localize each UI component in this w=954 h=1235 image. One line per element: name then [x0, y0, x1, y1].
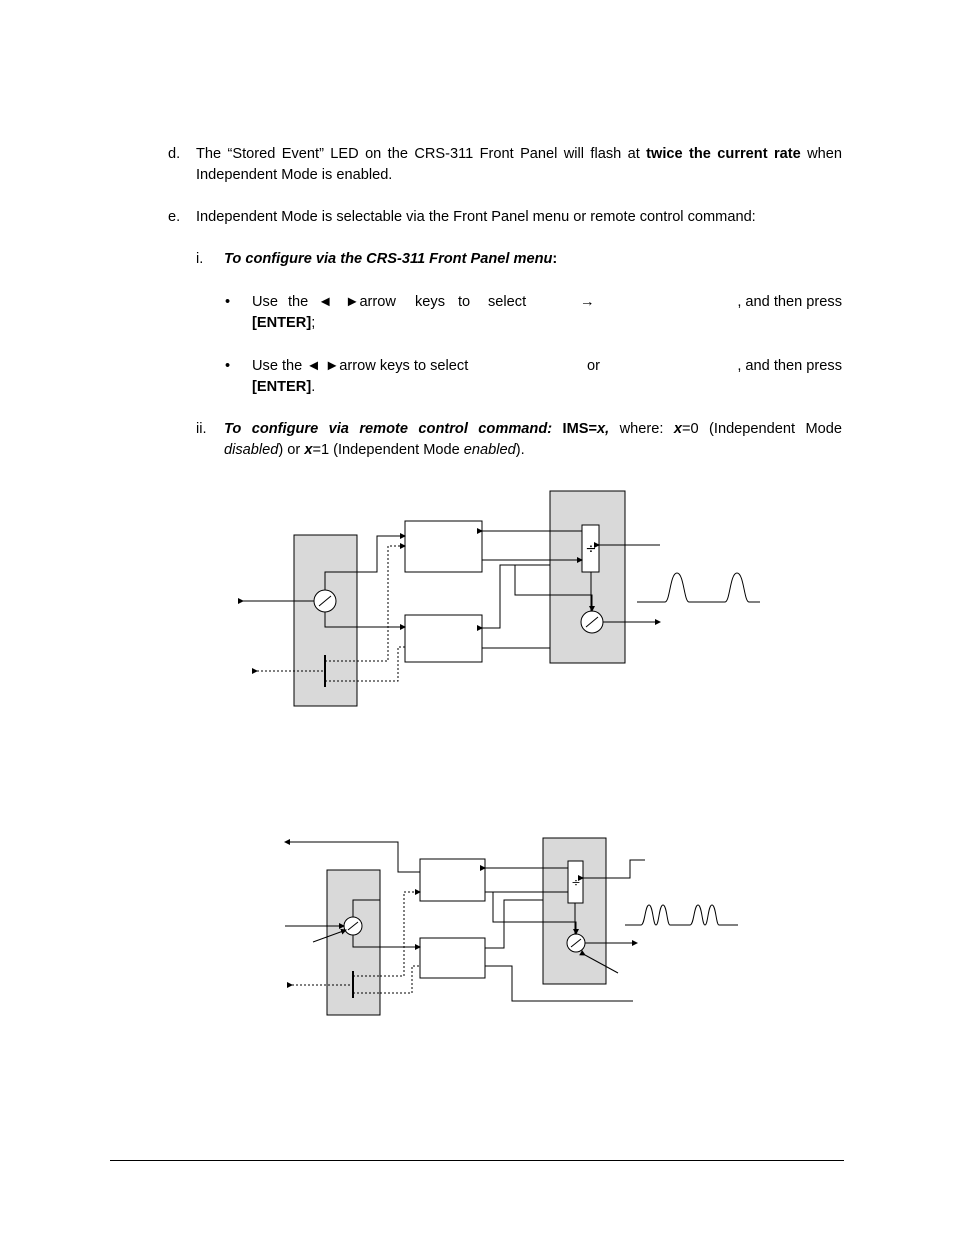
item-i-label: i. [196, 251, 204, 267]
lower-center-box-2 [420, 938, 485, 978]
upper-center-box-2 [420, 859, 485, 901]
item-e-text: Independent Mode is selectable via the Front Panel menu or remote control command: [196, 209, 756, 225]
item-ii-label: ii. [196, 421, 207, 437]
divide-icon: ÷ [571, 876, 581, 889]
bullet-1-text: Use the ◄ ►arrow keys to select → , and then press [ENTER]; [252, 294, 842, 331]
footer-rule [110, 1160, 844, 1161]
item-d-text: The “Stored Event” LED on the CRS-311 Front Panel will flash at twice the current rate when Independent Mode is enabled. [196, 146, 842, 183]
item-ii-text: To configure via remote control command: IMS=x, where: x=0 (Independent Mode disabled) or x=1 (Independent Mode enabled). [224, 421, 842, 458]
item-d-label: d. [168, 146, 181, 162]
bullet-2-text: Use the ◄ ►arrow keys to select or , and then press [ENTER]. [252, 358, 842, 395]
bullet-icon: • [225, 294, 231, 310]
divide-icon: ÷ [585, 542, 597, 557]
right-arrow-icon: → [580, 294, 595, 310]
item-i-title: To configure via the CRS-311 Front Panel menu: [224, 251, 558, 267]
bullet-icon: • [225, 358, 231, 374]
item-e-label: e. [168, 209, 181, 225]
